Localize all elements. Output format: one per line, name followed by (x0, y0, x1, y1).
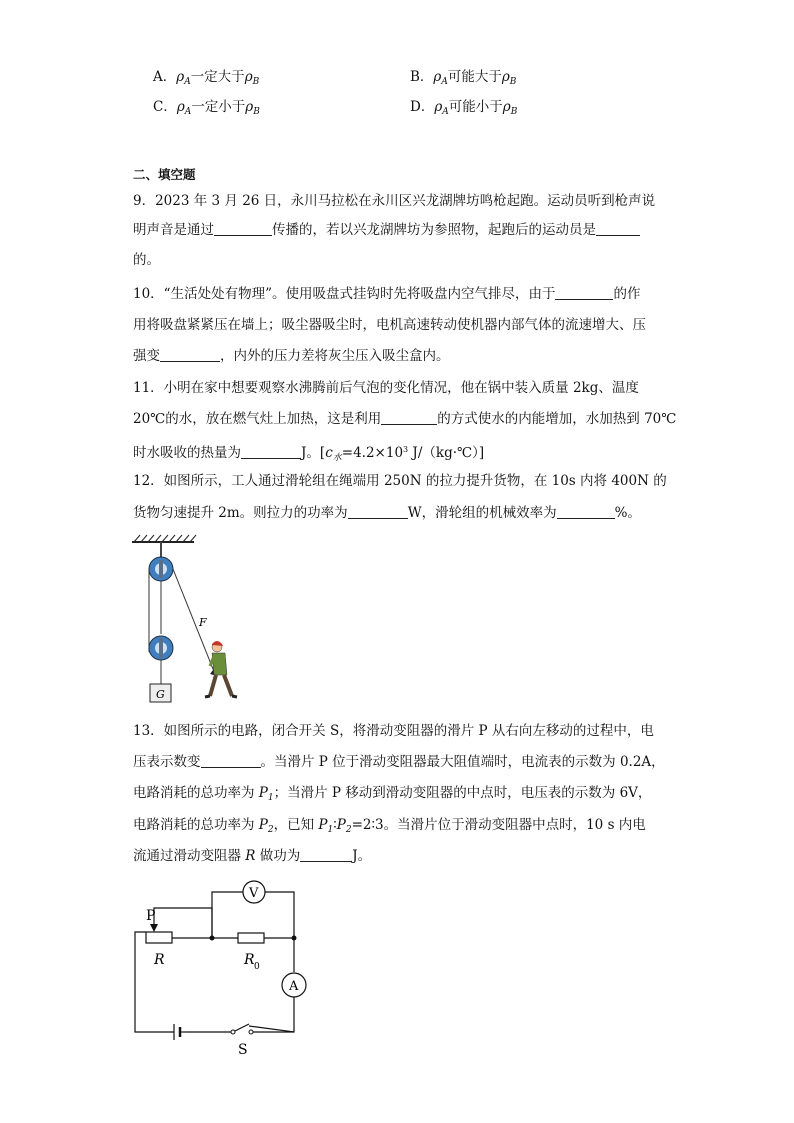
slider-label: P (146, 908, 156, 924)
answer-blank[interactable] (160, 347, 220, 362)
rheostat-label: R (154, 952, 165, 968)
switch-contact (249, 1030, 253, 1034)
resistor-label: R (244, 952, 255, 968)
q12-line1: 12．如图所示，工人通过滑轮组在绳端用 250N 的拉力提升货物，在 10s 内将 400N 的 (133, 473, 667, 489)
answer-blank[interactable] (300, 847, 352, 862)
answer-blank[interactable] (241, 444, 301, 459)
switch-label: S (238, 1042, 248, 1058)
answer-blank[interactable] (596, 221, 640, 236)
junction (292, 936, 297, 941)
ammeter-label: A (289, 979, 299, 994)
q12-line2: 货物匀速提升 2m。则拉力的功率为 W，滑轮组的机械效率为 %。 (133, 505, 641, 521)
q9-line3: 的。 (133, 252, 160, 268)
switch-blade (235, 1024, 249, 1031)
force-label: F (199, 616, 207, 629)
rheostat (146, 932, 172, 943)
q9-line2: 明声音是通过 传播的，若以兴龙湖牌坊为参照物，起跑后的运动员是 (133, 220, 640, 240)
q11-line2: 20℃的水，放在燃气灶上加热，这是利用 的方式使水的内能增加，水加热到 70℃ (133, 411, 677, 427)
worker (205, 641, 237, 697)
q11-line3: 时水吸收的热量为 J。[$c_水=4.2\times 10^3$ J/（kg·℃）] (133, 445, 485, 463)
answer-blank[interactable] (555, 285, 613, 300)
section-title: 二、填空题 (133, 167, 196, 182)
answer-blank[interactable] (557, 504, 615, 519)
answer-blank[interactable] (381, 410, 437, 425)
junction (210, 936, 215, 941)
svg-text:0: 0 (254, 962, 260, 972)
wire (265, 892, 294, 938)
option-d: D．$\rho_A$可能小于$\rho_B$ (410, 99, 518, 117)
voltmeter-label: V (249, 886, 259, 901)
q9-line1: 9．2023 年 3 月 26 日，永川马拉松在永川区兴龙湖牌坊鸣枪起跑。运动员听到枪声说 (133, 193, 656, 209)
answer-blank[interactable] (201, 753, 261, 768)
rope-pull (173, 569, 215, 674)
weight-label: G (156, 688, 165, 701)
resistor-r0 (238, 933, 264, 943)
q13-line2: 压表示数变 。当滑片 P 位于滑动变阻器最大阻值端时，电流表的示数为 0.2A， (133, 754, 665, 770)
pulley-figure (126, 534, 256, 709)
q10-line3: 强变 ，内外的压力差将灰尘压入吸尘盒内。 (133, 348, 450, 364)
wire (212, 892, 243, 938)
q10-line1: 10．“生活处处有物理”。使用吸盘式挂钩时先将吸盘内空气排尽，由于 的作 (133, 286, 641, 302)
q13-line4: 电路消耗的总功率为 $P_2$，已知 $P_1∶P_2=2∶3$。当滑片位于滑动变阻器中点时，10 s 内电 (133, 817, 646, 835)
q13-line1: 13．如图所示的电路，闭合开关 S，将滑动变阻器的滑片 P 从右向左移动的过程中，电 (133, 723, 654, 739)
switch-contact (231, 1030, 235, 1034)
q11-line1: 11．小明在家中想要观察水沸腾前后气泡的变化情况，他在锅中装入质量 2kg、温度 (133, 380, 639, 396)
ceiling-hatch (134, 535, 196, 542)
answer-blank[interactable] (348, 504, 408, 519)
circuit-figure (126, 872, 316, 1062)
slider-arrow (150, 924, 158, 932)
option-a: A．$\rho_A$一定大于$\rho_B$ (153, 69, 260, 87)
option-c: C．$\rho_A$一定小于$\rho_B$ (153, 99, 260, 117)
q10-line2: 用将吸盘紧紧压在墙上；吸尘器吸尘时，电机高速转动使机器内部气体的流速增大、压 (133, 317, 646, 333)
wire (135, 932, 174, 1032)
option-b: B．$\rho_A$可能大于$\rho_B$ (410, 69, 517, 87)
q13-line5: 流通过滑动变阻器 R 做功为 J。 (133, 848, 372, 864)
q13-line3: 电路消耗的总功率为 $P_1$；当滑片 P 移动到滑动变阻器的中点时，电压表的示数为 6V， (133, 785, 652, 803)
answer-blank[interactable] (214, 221, 272, 236)
wire (249, 997, 294, 1032)
